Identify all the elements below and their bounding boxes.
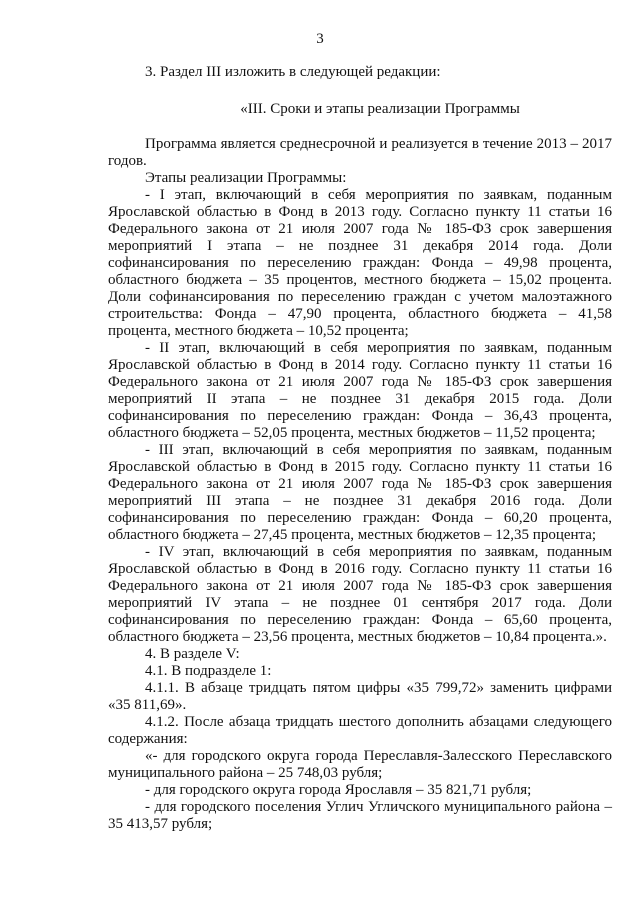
stage-4-paragraph: - IV этап, включающий в себя мероприятия по заявкам, поданным Ярославской областью в Фонд в 2016 году. Согласно пункту 11 статьи 16 Федерального закона от 21 июля 2007 года № 185-ФЗ срок завершения мероприятий IV этапа – не позднее 01 сентября 2017 года. Доли софинансирования по переселению граждан: Фонда – 65,60 процента, областного бюджета – 23,56 процента, местных бюджетов – 10,84 процента.».: [108, 544, 612, 645]
term-paragraph: Программа является среднесрочной и реализуется в течение 2013 – 2017 годов.: [108, 136, 612, 169]
stages-label: Этапы реализации Программы:: [145, 170, 347, 186]
item-4-1-2-paragraph: 4.1.2. После абзаца тридцать шестого дополнить абзацами следующего содержания:: [108, 714, 612, 747]
document-body: [108, 64, 612, 833]
stage-1-paragraph: - I этап, включающий в себя мероприятия по заявкам, поданным Ярославской областью в Фонд в 2013 году. Согласно пункту 11 статьи 16 Федерального закона от 21 июля 2007 года № 185-ФЗ срок завершения мероприятий I этапа – не позднее 31 декабря 2014 года. Доли софинансирования по переселению граждан: Фонда – 49,98 процента, областного бюджета – 35 процентов, местного бюджета – 15,02 процента. Доли софинансирования по переселению граждан с учетом малоэтажного строительства: Фонда – 47,90 процента, областного бюджета – 41,58 процента, местного бюджета – 10,52 процента;: [108, 187, 612, 339]
section-title: «III. Сроки и этапы реализации Программы: [240, 101, 520, 117]
city-1-paragraph: «- для городского округа города Переславля-Залесского Переславского муниципального района – 25 748,03 рубля;: [108, 748, 612, 781]
stage-2-paragraph: - II этап, включающий в себя мероприятия по заявкам, поданным Ярославской областью в Фонд в 2014 году. Согласно пункту 11 статьи 16 Федерального закона от 21 июля 2007 года № 185-ФЗ срок завершения мероприятий II этапа – не позднее 31 декабря 2015 года. Доли софинансирования по переселению граждан: Фонда – 36,43 процента, областного бюджета – 52,05 процента, местных бюджетов – 11,52 процента;: [108, 340, 612, 441]
section-5-paragraph: 4. В разделе V:: [145, 646, 240, 662]
stage-3-paragraph: - III этап, включающий в себя мероприятия по заявкам, поданным Ярославской областью в Фонд в 2015 году. Согласно пункту 11 статьи 16 Федерального закона от 21 июля 2007 года № 185-ФЗ срок завершения мероприятий III этапа – не позднее 31 декабря 2016 года. Доли софинансирования по переселению граждан: Фонда – 60,20 процента, областного бюджета – 27,45 процента, местных бюджетов – 12,35 процента;: [108, 442, 612, 543]
subsection-1-paragraph: 4.1. В подразделе 1:: [145, 663, 272, 679]
city-3-paragraph: - для городского поселения Углич Угличского муниципального района – 35 413,57 рубля;: [108, 799, 612, 832]
city-2-paragraph: - для городского округа города Ярославля – 35 821,71 рубля;: [145, 782, 532, 798]
item-4-1-1-paragraph: 4.1.1. В абзаце тридцать пятом цифры «35 799,72» заменить цифрами «35 811,69».: [108, 680, 612, 713]
page-number: 3: [316, 31, 324, 47]
intro-paragraph: 3. Раздел III изложить в следующей редакции:: [145, 64, 441, 80]
